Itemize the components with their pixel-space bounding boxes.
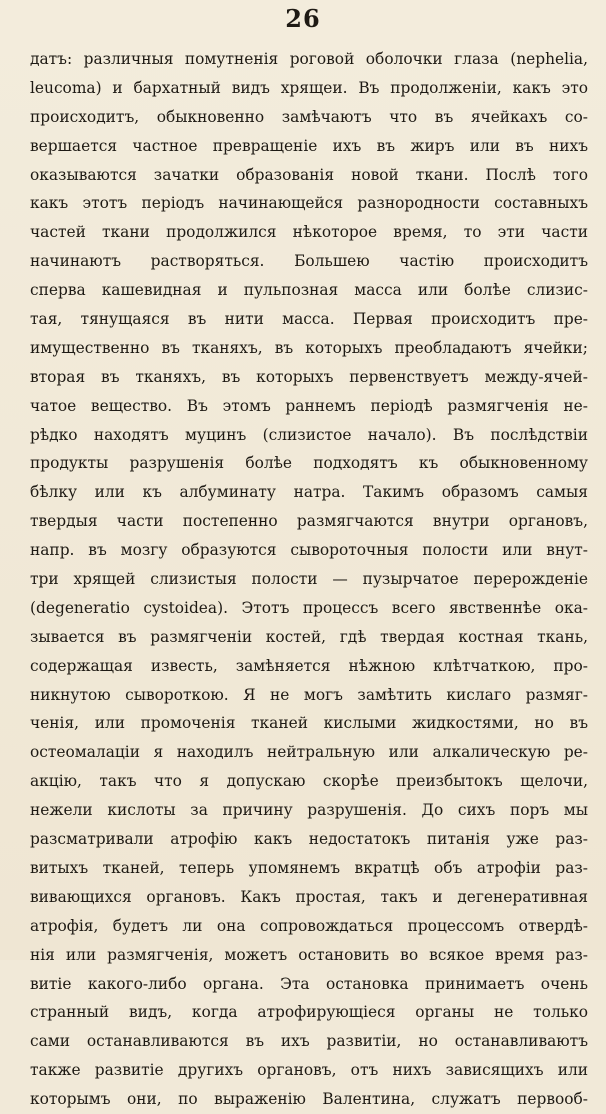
text-line: акцію, такъ что я допускаю скорѣе преизбытокъ щелочи, <box>30 772 588 791</box>
text-line: содержащая известь, замѣняется нѣжною клѣтчаткою, про- <box>30 656 588 675</box>
text-line: какъ этотъ періодъ начинающейся разнородности составныхъ <box>30 194 588 213</box>
text-line: вторая въ тканяхъ, въ которыхъ первенствуетъ между-ячей- <box>30 367 588 386</box>
text-line: витыхъ тканей, теперь упомянемъ вкратцѣ объ атрофіи раз- <box>30 858 588 877</box>
text-line: продукты разрушенія болѣе подходятъ къ обыкновенному <box>30 454 588 473</box>
text-line: странный видъ, когда атрофирующіеся органы не только <box>30 1003 588 1022</box>
text-line: бѣлку или къ албуминату натра. Такимъ образомъ самыя <box>30 483 588 502</box>
text-line: напр. въ мозгу образуются сывороточныя полости или внут- <box>30 541 588 560</box>
text-line: сперва кашевидная и пульпозная масса или болѣе слизис- <box>30 281 588 300</box>
text-line: витіе какого-либо органа. Эта остановка принимаетъ очень <box>30 974 588 993</box>
text-line: чатое вещество. Въ этомъ раннемъ періодѣ размягченія не- <box>30 396 588 415</box>
text-line: происходитъ, обыкновенно замѣчаютъ что въ ячейкахъ со- <box>30 107 588 126</box>
text-line: начинаютъ растворяться. Большею частію происходитъ <box>30 252 588 271</box>
text-line: (degeneratio cystoidea). Этотъ процессъ всего явственнѣе ока- <box>30 598 588 617</box>
text-line: тая, тянущаяся въ нити масса. Первая происходитъ пре- <box>30 310 588 329</box>
text-line: имущественно въ тканяхъ, въ которыхъ преобладаютъ ячейки; <box>30 338 588 357</box>
text-line: leucoma) и бархатный видъ хрящеи. Въ продолженіи, какъ это <box>30 78 588 97</box>
text-line: ченія, или промоченія тканей кислыми жидкостями, но въ <box>30 714 588 733</box>
text-line: рѣдко находятъ муцинъ (слизистое начало). Въ послѣдствіи <box>30 425 588 444</box>
text-line: нія или размягченія, можетъ остановить во всякое время раз- <box>30 945 588 964</box>
text-line: атрофія, будетъ ли она сопровождаться процессомъ отвердѣ- <box>30 916 588 935</box>
text-line: никнутою сывороткою. Я не могъ замѣтить кислаго размяг- <box>30 685 588 704</box>
text-line: частей ткани продолжился нѣкоторое время, то эти части <box>30 223 588 242</box>
text-line: вершается частное превращеніе ихъ въ жиръ или въ нихъ <box>30 136 588 155</box>
text-line: три хрящей слизистыя полости — пузырчатое перерожденіе <box>30 570 588 589</box>
text-line: оказываются зачатки образованія новой ткани. Послѣ того <box>30 165 588 184</box>
page-number: 26 <box>285 4 321 33</box>
text-line: которымъ они, по выраженію Валентина, служатъ первооб- <box>30 1090 588 1109</box>
text-line: остеомалаціи я находилъ нейтральную или алкалическую ре- <box>30 743 588 762</box>
text-line: датъ: различныя помутненія роговой оболочки глаза (nephelia, <box>30 50 588 68</box>
text-line: нежели кислоты за причину разрушенія. До сихъ поръ мы <box>30 801 588 820</box>
text-line: зывается въ размягченіи костей, гдѣ твердая костная ткань, <box>30 627 588 646</box>
text-line: твердыя части постепенно размягчаются внутри органовъ, <box>30 512 588 531</box>
text-body <box>30 45 588 1114</box>
text-line: также развитіе другихъ органовъ, отъ нихъ зависящихъ или <box>30 1061 588 1080</box>
text-line: вивающихся органовъ. Какъ простая, такъ и дегенеративная <box>30 887 588 906</box>
text-line: разсматривали атрофію какъ недостатокъ питанія уже раз- <box>30 830 588 849</box>
text-line: сами останавливаются въ ихъ развитіи, но останавливаютъ <box>30 1032 588 1051</box>
